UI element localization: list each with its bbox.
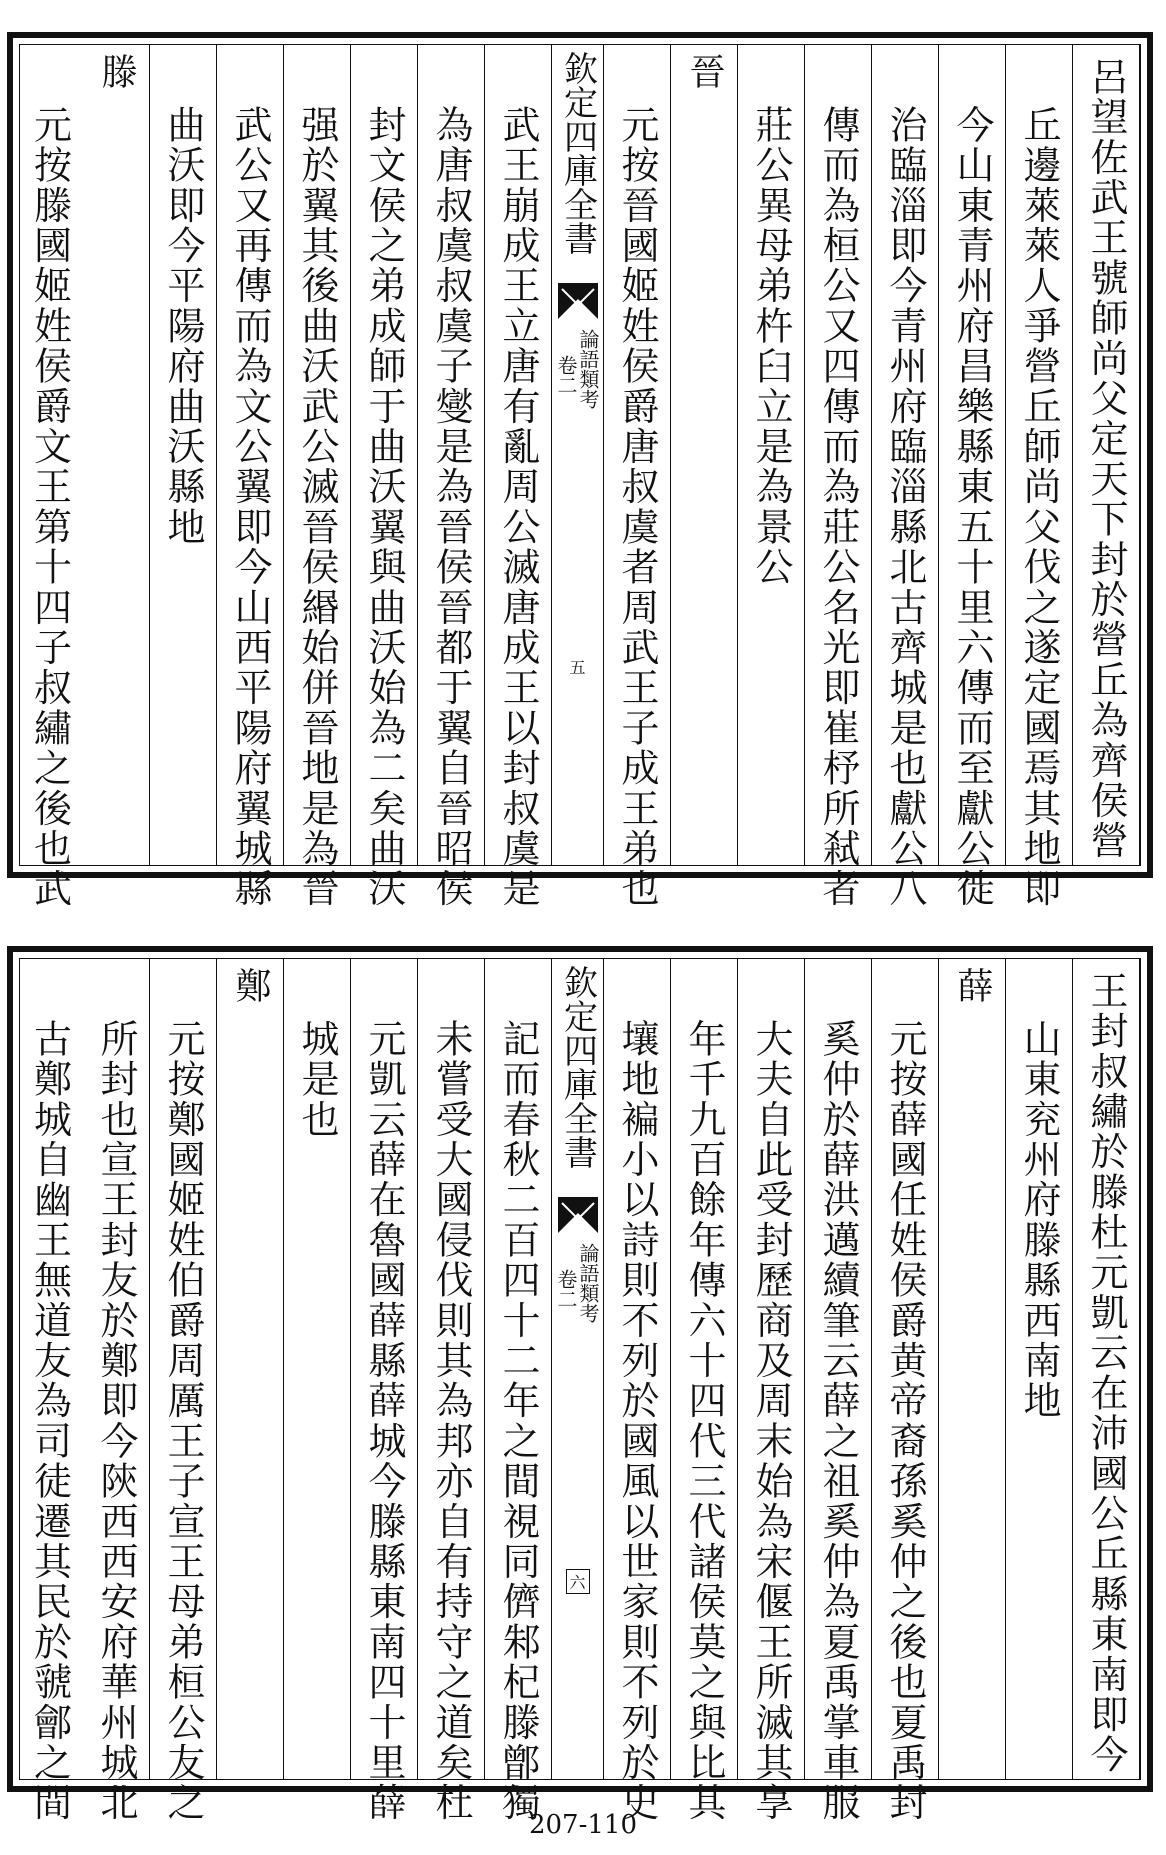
bottom-page: [7, 946, 1153, 1823]
top-page: [7, 32, 1153, 909]
section-heading-column: [83, 45, 150, 865]
section-heading-column: [217, 959, 284, 1779]
text-column: [1006, 959, 1073, 1779]
text-column: [418, 45, 485, 909]
column-text: 今山東青州府昌樂縣東五十里六傳而至獻公徙: [950, 105, 994, 909]
column-text: 傳而為桓公又四傳而為莊公名光即崔杼所弒者: [816, 105, 860, 909]
column-text: 元凱云薛在魯國薛縣薛城今滕縣東南四十里薛: [362, 1019, 406, 1823]
page-center-strip: [552, 959, 604, 1779]
column-text: 曲沃即今平陽府曲沃縣地: [161, 105, 205, 548]
text-column: [671, 959, 738, 1823]
text-column: [217, 45, 284, 909]
book-subtitle: 論語類考: [576, 329, 600, 409]
column-text: 古鄭城自幽王無道友為司徒遷其民於虢鄶之間: [27, 1019, 72, 1823]
text-column: [351, 45, 418, 909]
page-number: 五: [569, 658, 586, 677]
text-column: [485, 45, 552, 909]
column-text: 元按晉國姬姓侯爵唐叔虞者周武王子成王弟也: [615, 105, 659, 909]
text-column: [418, 959, 485, 1823]
text-column: [485, 959, 552, 1823]
book-subtitle: 論語類考: [576, 1243, 600, 1323]
section-heading-column: [939, 959, 1006, 1779]
column-text: 山東兖州府滕縣西南地: [1017, 1019, 1061, 1421]
text-column: [16, 959, 83, 1823]
text-column: [1073, 959, 1140, 1779]
column-text: 武王崩成王立唐有亂周公滅唐成王以封叔虞是: [496, 105, 540, 909]
fish-tail-ornament-icon: [558, 283, 598, 319]
text-column: [738, 45, 805, 865]
section-heading: 晉: [684, 53, 725, 89]
text-column: [83, 959, 150, 1823]
bottom-page-frame: [19, 958, 1141, 1823]
section-heading: 鄭: [230, 967, 271, 1003]
column-text: 武公又再傳而為文公翼即今山西平陽府翼城縣: [228, 105, 272, 909]
text-column: [872, 45, 939, 909]
column-text: 為唐叔虞叔虞子燮是為晉侯晉都于翼自晉昭侯: [429, 105, 473, 909]
column-text: 所封也宣王封友於鄭即今陝西西安府華州城北: [94, 1019, 138, 1823]
volume-label: 卷二: [554, 355, 578, 395]
text-column: [805, 959, 872, 1823]
column-text: 記而春秋二百四十二年之間視同儕邾杞滕鄫獨: [496, 1019, 540, 1823]
column-text: 奚仲於薛洪邁續筆云薛之祖奚仲為夏禹掌車服: [816, 1019, 860, 1823]
page-center-strip: [552, 45, 604, 865]
column-text: 元按薛國任姓侯爵黄帝裔孫奚仲之後也夏禹封: [883, 1019, 927, 1823]
text-column: [150, 959, 217, 1823]
column-text: 城是也: [295, 1019, 339, 1140]
column-text: 王封叔繡於滕杜元凱云在沛國公丘縣東南即今: [1084, 971, 1128, 1775]
text-column: [1006, 45, 1073, 909]
column-text: 大夫自此受封歷商及周末始為宋偃王所滅其享: [749, 1019, 793, 1823]
text-column: [284, 959, 351, 1779]
column-text: 丘邊萊萊人爭營丘師尚父伐之遂定國焉其地即: [1017, 105, 1061, 909]
page-number: 六: [565, 1569, 589, 1594]
volume-label: 卷二: [554, 1269, 578, 1309]
footer-page-code: 207-110: [528, 1810, 638, 1840]
column-text: 封文侯之弟成師于曲沃翼與曲沃始為二矣曲沃: [362, 105, 406, 909]
text-column: [1073, 45, 1140, 865]
section-heading: 薛: [952, 967, 993, 1003]
text-column: [738, 959, 805, 1823]
section-heading-column: [671, 45, 738, 865]
section-heading: 滕: [96, 53, 137, 89]
book-title: 欽定四庫全書: [557, 51, 598, 255]
column-text: 强於翼其後曲沃武公滅晉侯緡始併晉地是為晉: [295, 105, 339, 909]
column-text: 年千九百餘年傳六十四代三代諸侯莫之與比其: [682, 1019, 726, 1823]
fish-tail-ornament-icon: [558, 1197, 598, 1233]
column-text: 治臨淄即今青州府臨淄縣北古齊城是也獻公八: [883, 105, 927, 909]
text-column: [939, 45, 1006, 909]
text-column: [604, 959, 671, 1823]
book-title: 欽定四庫全書: [557, 965, 598, 1169]
column-text: 元按滕國姬姓侯爵文王第十四子叔繡之後也武: [27, 105, 72, 909]
text-column: [604, 45, 671, 909]
column-text: 未嘗受大國侵伐則其為邦亦自有持守之道矣杜: [429, 1019, 473, 1823]
column-text: 壤地褊小以詩則不列於國風以世家則不列於史: [615, 1019, 659, 1823]
text-column: [16, 45, 83, 909]
text-column: [284, 45, 351, 909]
column-text: 呂望佐武王號師尚父定天下封於營丘為齊侯營: [1084, 57, 1128, 861]
text-column: [805, 45, 872, 909]
text-column: [150, 45, 217, 865]
text-column: [872, 959, 939, 1823]
column-text: 元按鄭國姬姓伯爵周厲王子宣王母弟桓公友之: [161, 1019, 205, 1823]
text-column: [351, 959, 418, 1823]
top-page-frame: [19, 44, 1141, 909]
column-text: 莊公異母弟杵臼立是為景公: [749, 105, 793, 588]
